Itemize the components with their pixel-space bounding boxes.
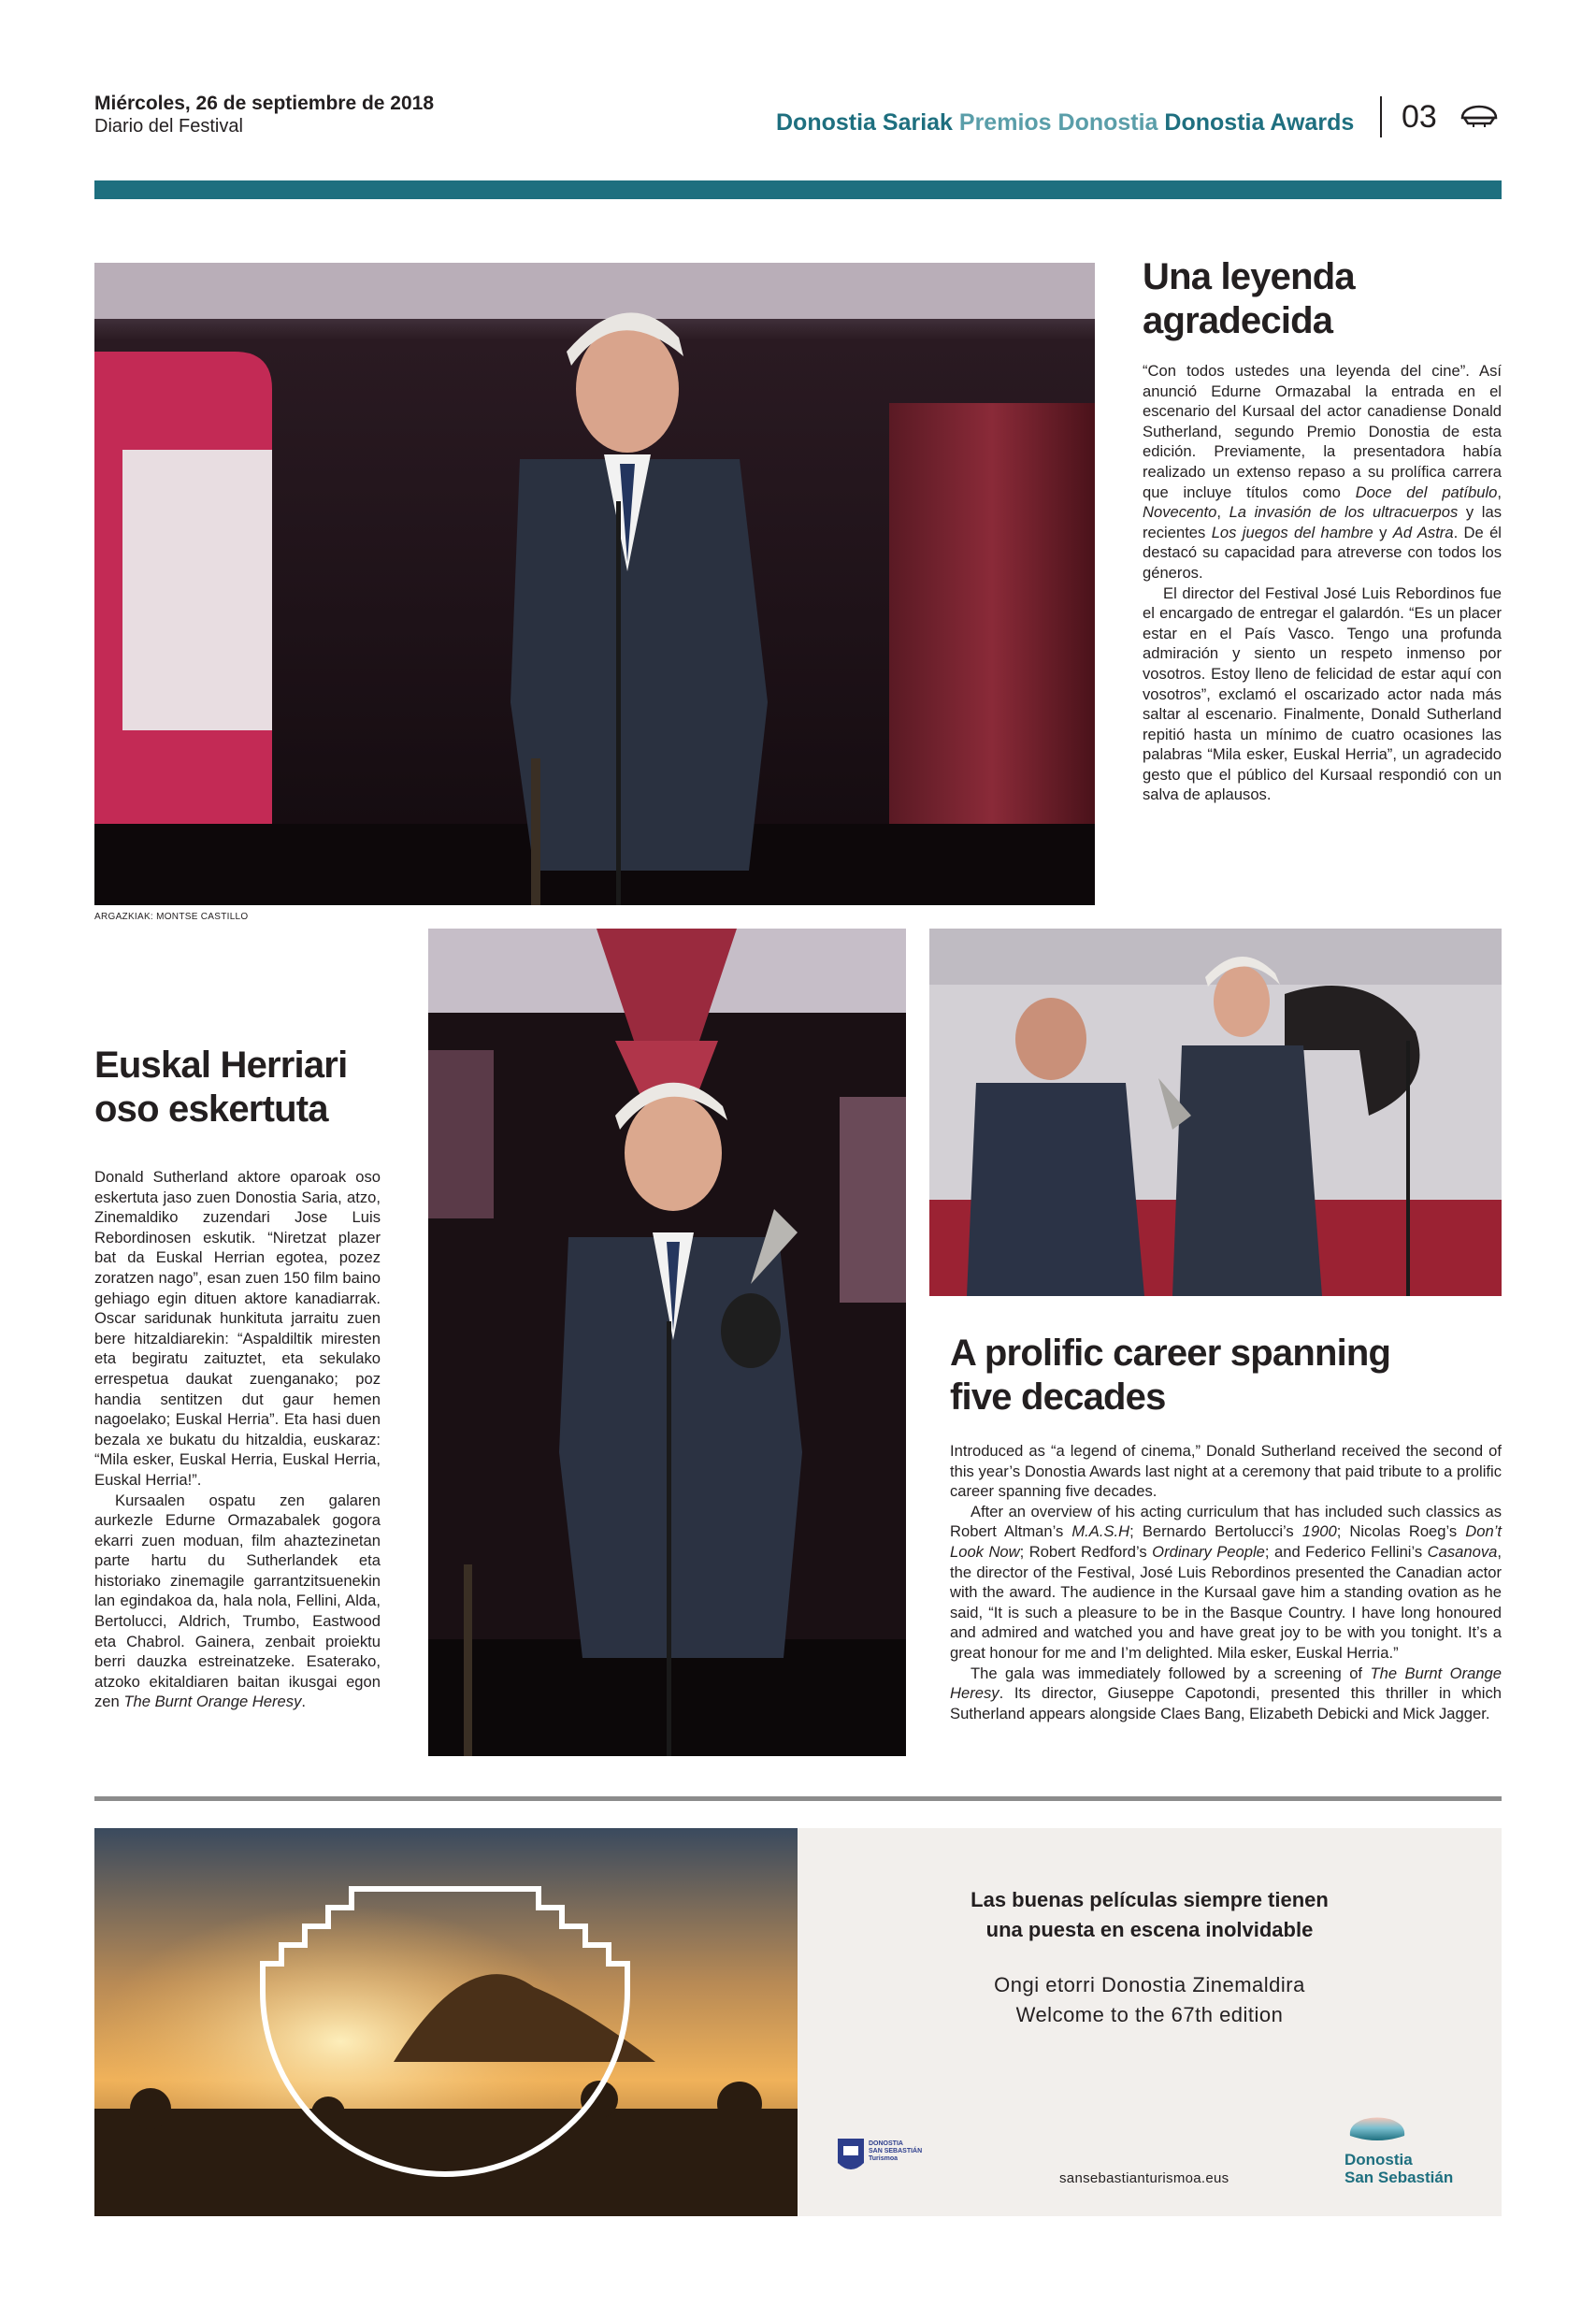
issue-date: Miércoles, 26 de septiembre de 2018 bbox=[94, 93, 435, 114]
headline-en bbox=[950, 1332, 1390, 1419]
headline-es bbox=[1143, 255, 1355, 343]
coat-of-arms-icon bbox=[836, 2135, 866, 2176]
article-body-es bbox=[1143, 361, 1502, 805]
page-number: 03 bbox=[1402, 99, 1437, 135]
text-run: Donald Sutherland aktore oparoak oso eskertuta jaso zuen Donostia Saria, atzo, Zinemaldiko zuzendari Jose Luis Rebordinosen eskutik. “Niretzat plazer bat da Euskal Herrian egotea, pozez zoratzen nago”, esan zuen 150 film baino gehiago egin dituen aktore kanadiarrak. Oscar saridunak hunkituta jarraitu zuen bere hitzaldiarekin: “Aspaldiltik miresten eta begiratu zaituztet, eta sekulako errespetua daukat zuenganako; poz handia sentitzen dut gaur hemen nagoelako; Euskal Herria”. Eta hasi duen bezala xe bukatu du hitzaldia, euskaraz: “Mila esker, Euskal Herria, Euskal Herria, Euskal Herria!”. bbox=[94, 1168, 381, 1489]
photo-sutherland-holding-award bbox=[428, 929, 906, 1756]
tourism-logo-line-1: DONOSTIA bbox=[869, 2140, 903, 2147]
header-divider bbox=[1380, 96, 1382, 137]
ad-tagline-line-1: Las buenas películas siempre tienen bbox=[971, 1888, 1329, 1911]
text-run: ; and Federico Fellini’s bbox=[1264, 1542, 1428, 1561]
headline-en-line-1: A prolific career spanning bbox=[950, 1333, 1391, 1374]
text-run: , the director of the Festival, José Luis Rebordinos presented the Canadian actor with the award. The audience in the Kursaal gave him a standing ovation as he said, “It is such a pleasure to be in the Basque Country. I have long honoured and admired and watched you and have great joy to be with you tonight. It’s a great honour for me and I’m delighted. Mila esker, Euskal Herria.” bbox=[950, 1542, 1502, 1662]
text-run: y las recientes bbox=[1143, 503, 1503, 541]
section-titles bbox=[776, 109, 1354, 137]
text-run: , bbox=[1216, 503, 1229, 522]
text-run: Introduced as “a legend of cinema,” Donald Sutherland received the second of this year’s Donostia Awards last night at a ceremony that paid tribute to a prolific career spanning five decades. bbox=[950, 1442, 1502, 1501]
italic-title: Ad Astra bbox=[1392, 523, 1454, 541]
paragraph bbox=[94, 1167, 381, 1491]
text-run: ; Nicolas Roeg’s bbox=[1336, 1522, 1466, 1541]
headline-eu bbox=[94, 1044, 347, 1131]
text-run: . De él destacó su capacidad para atreverse con todos los géneros. bbox=[1143, 523, 1502, 582]
text-run: “Con todos ustedes una leyenda del cine”. Así anunció Edurne Ormazabal la entrada en el escenario del Kursaal del actor canadiense Donald Sutherland, segundo Premio Donostia de esta edición. Previamente, la presentadora había realizado un extenso repaso a su prolífica carrera que incluye títulos como bbox=[1143, 362, 1502, 501]
city-brand-line-2: San Sebastián bbox=[1344, 2169, 1454, 2186]
tourism-logo bbox=[836, 2135, 926, 2182]
tourism-logo-text bbox=[869, 2140, 922, 2163]
italic-title: 1900 bbox=[1301, 1522, 1337, 1541]
italic-title: Doce del patíbulo bbox=[1355, 483, 1498, 501]
photo-rebordinos-presents-award bbox=[929, 929, 1502, 1296]
italic-title: The Burnt Orange Heresy bbox=[950, 1664, 1503, 1703]
text-run: . bbox=[301, 1693, 306, 1711]
ad-welcome bbox=[798, 1970, 1502, 2030]
section-divider bbox=[94, 1796, 1502, 1801]
main-photo-sutherland-at-podium bbox=[94, 263, 1095, 905]
paragraph bbox=[1143, 361, 1502, 584]
paragraph bbox=[94, 1491, 381, 1713]
ad-welcome-line-1: Ongi etorri Donostia Zinemaldira bbox=[994, 1973, 1305, 1996]
text-run: , bbox=[1497, 483, 1502, 501]
ad-welcome-line-2: Welcome to the 67th edition bbox=[1015, 2003, 1284, 2026]
publication-name: Diario del Festival bbox=[94, 116, 243, 137]
text-run: El director del Festival José Luis Rebordinos fue el encargado de entregar el galardón. “Es un placer estar en el País Vasco. Tengo una profunda admiración y siento un respeto inmenso por vosotros. Estoy lleno de felicidad de estar aquí con vosotros”, exclamó el oscarizado actor nada más saltar al escenario. Finalmente, Donald Sutherland repitió hasta un mínimo de cuatro ocasiones las palabras “Mila esker, Euskal Herria”, un agradecido gesto que el público del Kursaal respondió con un salva de aplausos. bbox=[1143, 584, 1502, 804]
text-run: After an overview of his acting curriculum that has included such classics as Robert Altman’s bbox=[950, 1502, 1502, 1541]
italic-title: Ordinary People bbox=[1152, 1542, 1265, 1561]
paragraph bbox=[950, 1664, 1502, 1724]
text-run: ; Bernardo Bertolucci’s bbox=[1129, 1522, 1302, 1541]
city-brand-logo bbox=[1344, 2151, 1453, 2186]
article-body-en bbox=[950, 1441, 1502, 1723]
ad-tagline bbox=[798, 1885, 1502, 1945]
italic-title: M.A.S.H bbox=[1071, 1522, 1130, 1541]
shell-logo-icon bbox=[1459, 95, 1500, 133]
section-title-en: Donostia Awards bbox=[1164, 109, 1355, 136]
headline-es-line-1: Una leyenda bbox=[1143, 256, 1355, 297]
italic-title: The Burnt Orange Heresy bbox=[123, 1693, 302, 1711]
text-run: y bbox=[1373, 523, 1393, 541]
paragraph bbox=[1143, 584, 1502, 806]
italic-title: Casanova bbox=[1427, 1542, 1498, 1561]
header-accent-bar bbox=[94, 180, 1502, 199]
text-run: The gala was immediately followed by a screening of bbox=[971, 1664, 1371, 1682]
italic-title: La invasión de los ultracuerpos bbox=[1229, 503, 1459, 522]
headline-es-line-2: agradecida bbox=[1143, 300, 1333, 341]
ad-tagline-line-2: una puesta en escena inolvidable bbox=[985, 1918, 1314, 1941]
tourism-logo-line-3: Turismoa bbox=[869, 2155, 898, 2162]
italic-title: Don’t Look Now bbox=[950, 1522, 1503, 1561]
paragraph bbox=[950, 1502, 1502, 1664]
section-title-es: Premios Donostia bbox=[958, 109, 1158, 136]
article-body-eu bbox=[94, 1167, 381, 1712]
text-run: ; Robert Redford’s bbox=[1019, 1542, 1153, 1561]
text-run: Kursaalen ospatu zen galaren aurkezle Edurne Ormazabalek gogora ekarri zuen moduan, film ahaztezinetan parte hartu du Sutherlandek eta historiako zinemagile garrantzitsuenekin lan egindakoa da, hala nola, Fellini, Alda, Bertolucci, Aldrich, Trumbo, Eastwood eta Chabrol. Gainera, zenbait proiektu berri dauzka estreinatzeke. Esaterako, atzoko ekitaldiaren baitan ikusgai egon zen bbox=[94, 1491, 381, 1711]
headline-eu-line-2: oso eskertuta bbox=[94, 1088, 328, 1130]
headline-en-line-2: five decades bbox=[950, 1376, 1166, 1418]
section-title-eu: Donostia Sariak bbox=[776, 109, 953, 136]
italic-title: Novecento bbox=[1143, 503, 1217, 522]
text-run: . Its director, Giuseppe Capotondi, presented this thriller in which Sutherland appears alongside Claes Bang, Elizabeth Debicki and Mick Jagger. bbox=[950, 1684, 1502, 1722]
ad-photo-sunset-bay bbox=[94, 1828, 798, 2216]
photo-credit: ARGAZKIAK: MONTSE CASTILLO bbox=[94, 912, 249, 922]
tourism-logo-line-2: SAN SEBASTIÁN bbox=[869, 2148, 923, 2154]
city-brand-shell-icon bbox=[1346, 2104, 1408, 2147]
paragraph bbox=[950, 1441, 1502, 1502]
headline-eu-line-1: Euskal Herriari bbox=[94, 1045, 348, 1086]
ad-url[interactable]: sansebastianturismoa.eus bbox=[1059, 2170, 1229, 2186]
italic-title: Los juegos del hambre bbox=[1211, 523, 1373, 541]
city-brand-line-1: Donostia bbox=[1344, 2151, 1413, 2169]
